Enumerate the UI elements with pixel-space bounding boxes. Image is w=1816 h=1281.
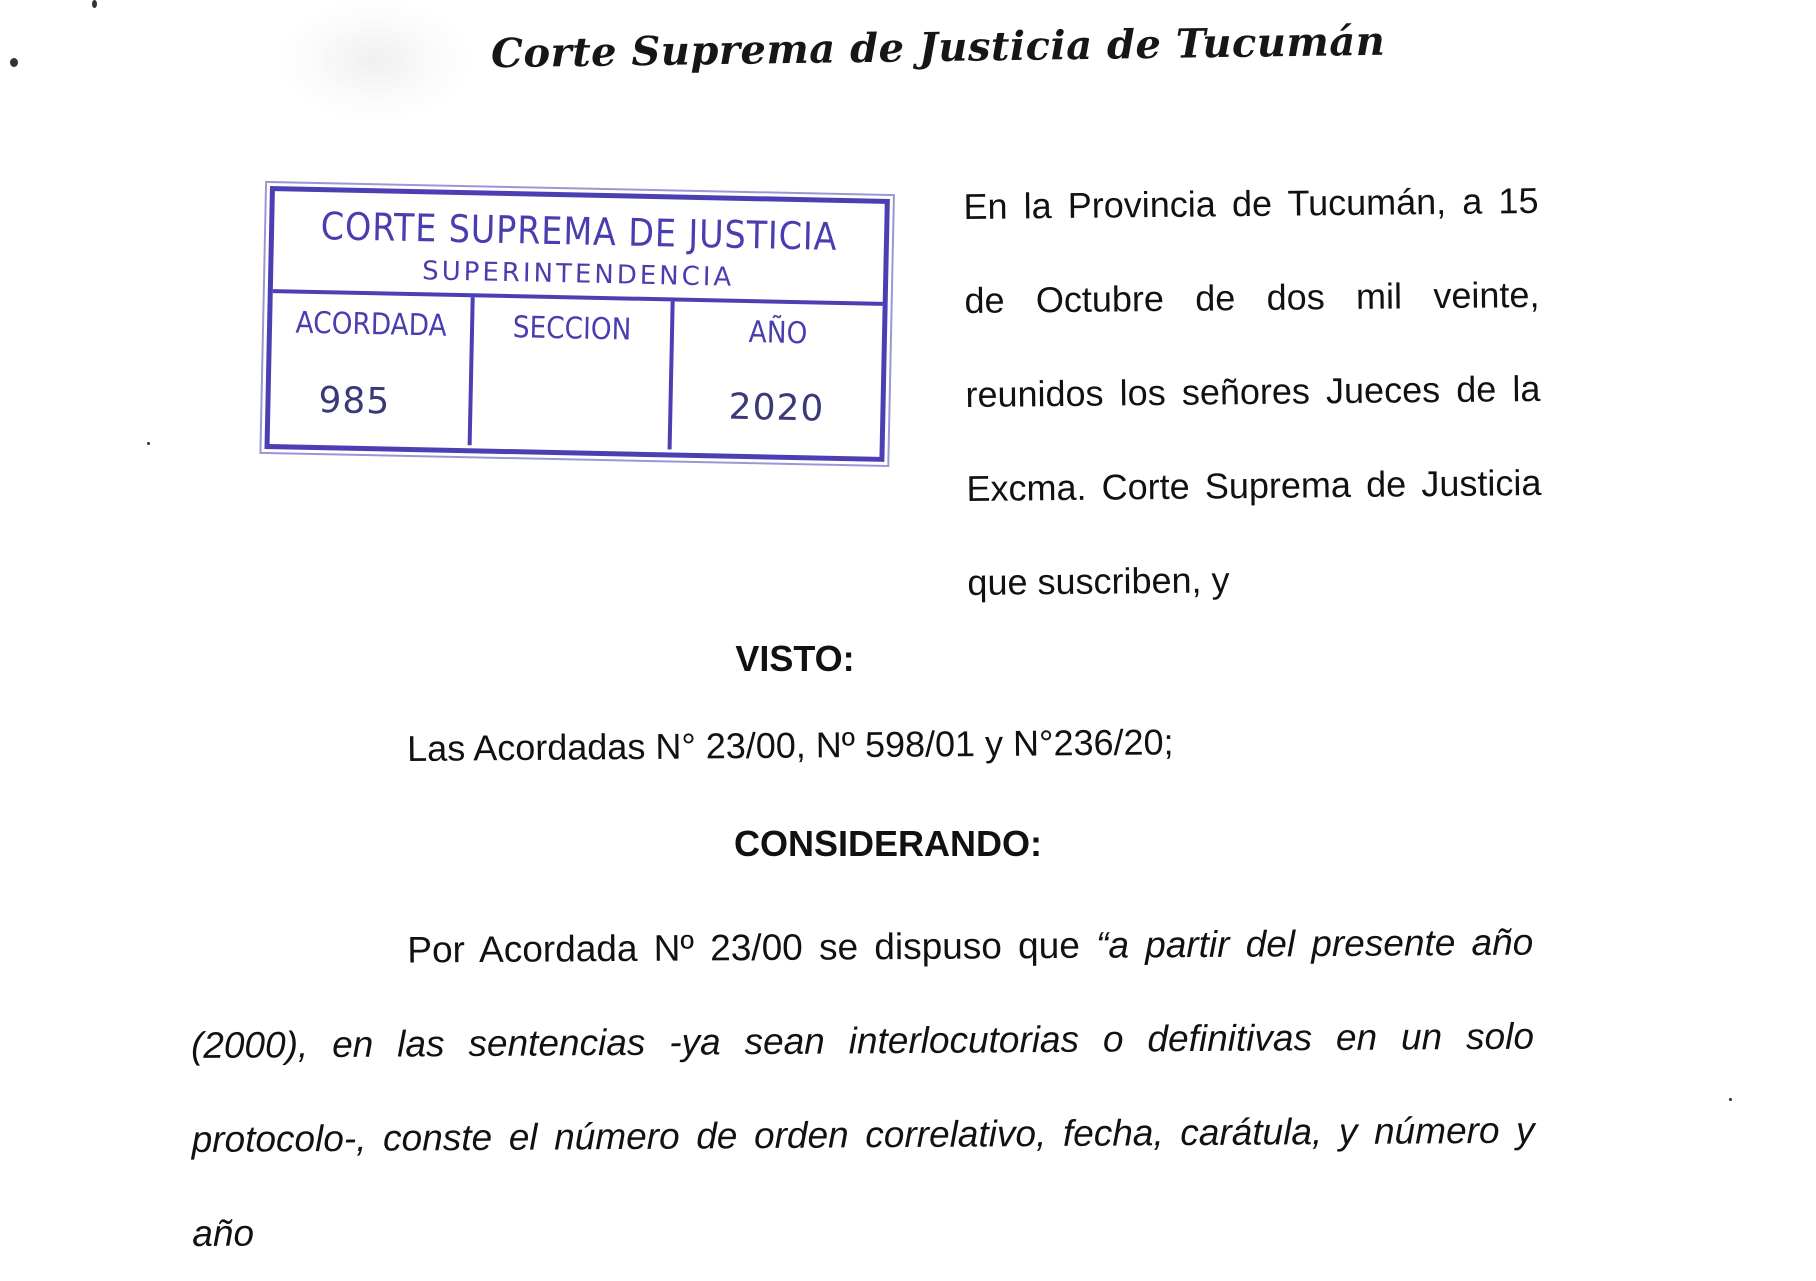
- stamp-columns: [270, 293, 883, 454]
- stamp-col-seccion: [472, 297, 675, 449]
- visto-heading: VISTO:: [735, 638, 855, 679]
- stamp-seccion-label: SECCION: [512, 310, 632, 348]
- ink-speck: [92, 0, 97, 8]
- considerando-paragraph: [190, 896, 1536, 1281]
- stamp-col-acordada: [270, 293, 475, 445]
- considerando-heading: CONSIDERANDO:: [733, 823, 1042, 864]
- ink-speck: [147, 442, 150, 445]
- para-quoted-text: “a partir del presente año (2000), en las sentencias -ya sean interlocutorias o definitivas en un solo protocolo-, conste el número de orden correlativo, fecha, carátula, y número y año: [190, 921, 1535, 1254]
- stamp-anio-value: 2020: [728, 386, 825, 430]
- stamp-seccion-value: [473, 383, 669, 387]
- stamp-court-name: CORTE SUPREMA DE JUSTICIA: [320, 204, 838, 259]
- stamp-acordada-value: 985: [318, 380, 391, 423]
- acordada-stamp: [264, 186, 889, 462]
- court-letterhead: [0, 17, 1816, 78]
- intro-paragraph: En la Provincia de Tucumán, a 15 de Octubre de dos mil veinte, reunidos los señores Jueces de la Excma. Corte Suprema de Justicia que suscriben, y: [963, 179, 1542, 603]
- letterhead-text: Corte Suprema de Justicia de Tucumán: [490, 17, 1386, 78]
- para-plain-text: Por Acordada Nº 23/00 se dispuso que: [407, 924, 1097, 971]
- stamp-col-anio: [672, 302, 883, 454]
- stamp-department: SUPERINTENDENCIA: [421, 256, 735, 293]
- visto-text: Las Acordadas N° 23/00, Nº 598/01 y N°236/20;: [407, 721, 1174, 769]
- ink-speck: [1729, 1098, 1732, 1101]
- stamp-header: [273, 191, 885, 306]
- stamp-acordada-label: ACORDADA: [295, 305, 447, 344]
- stamp-anio-label: AÑO: [748, 315, 808, 352]
